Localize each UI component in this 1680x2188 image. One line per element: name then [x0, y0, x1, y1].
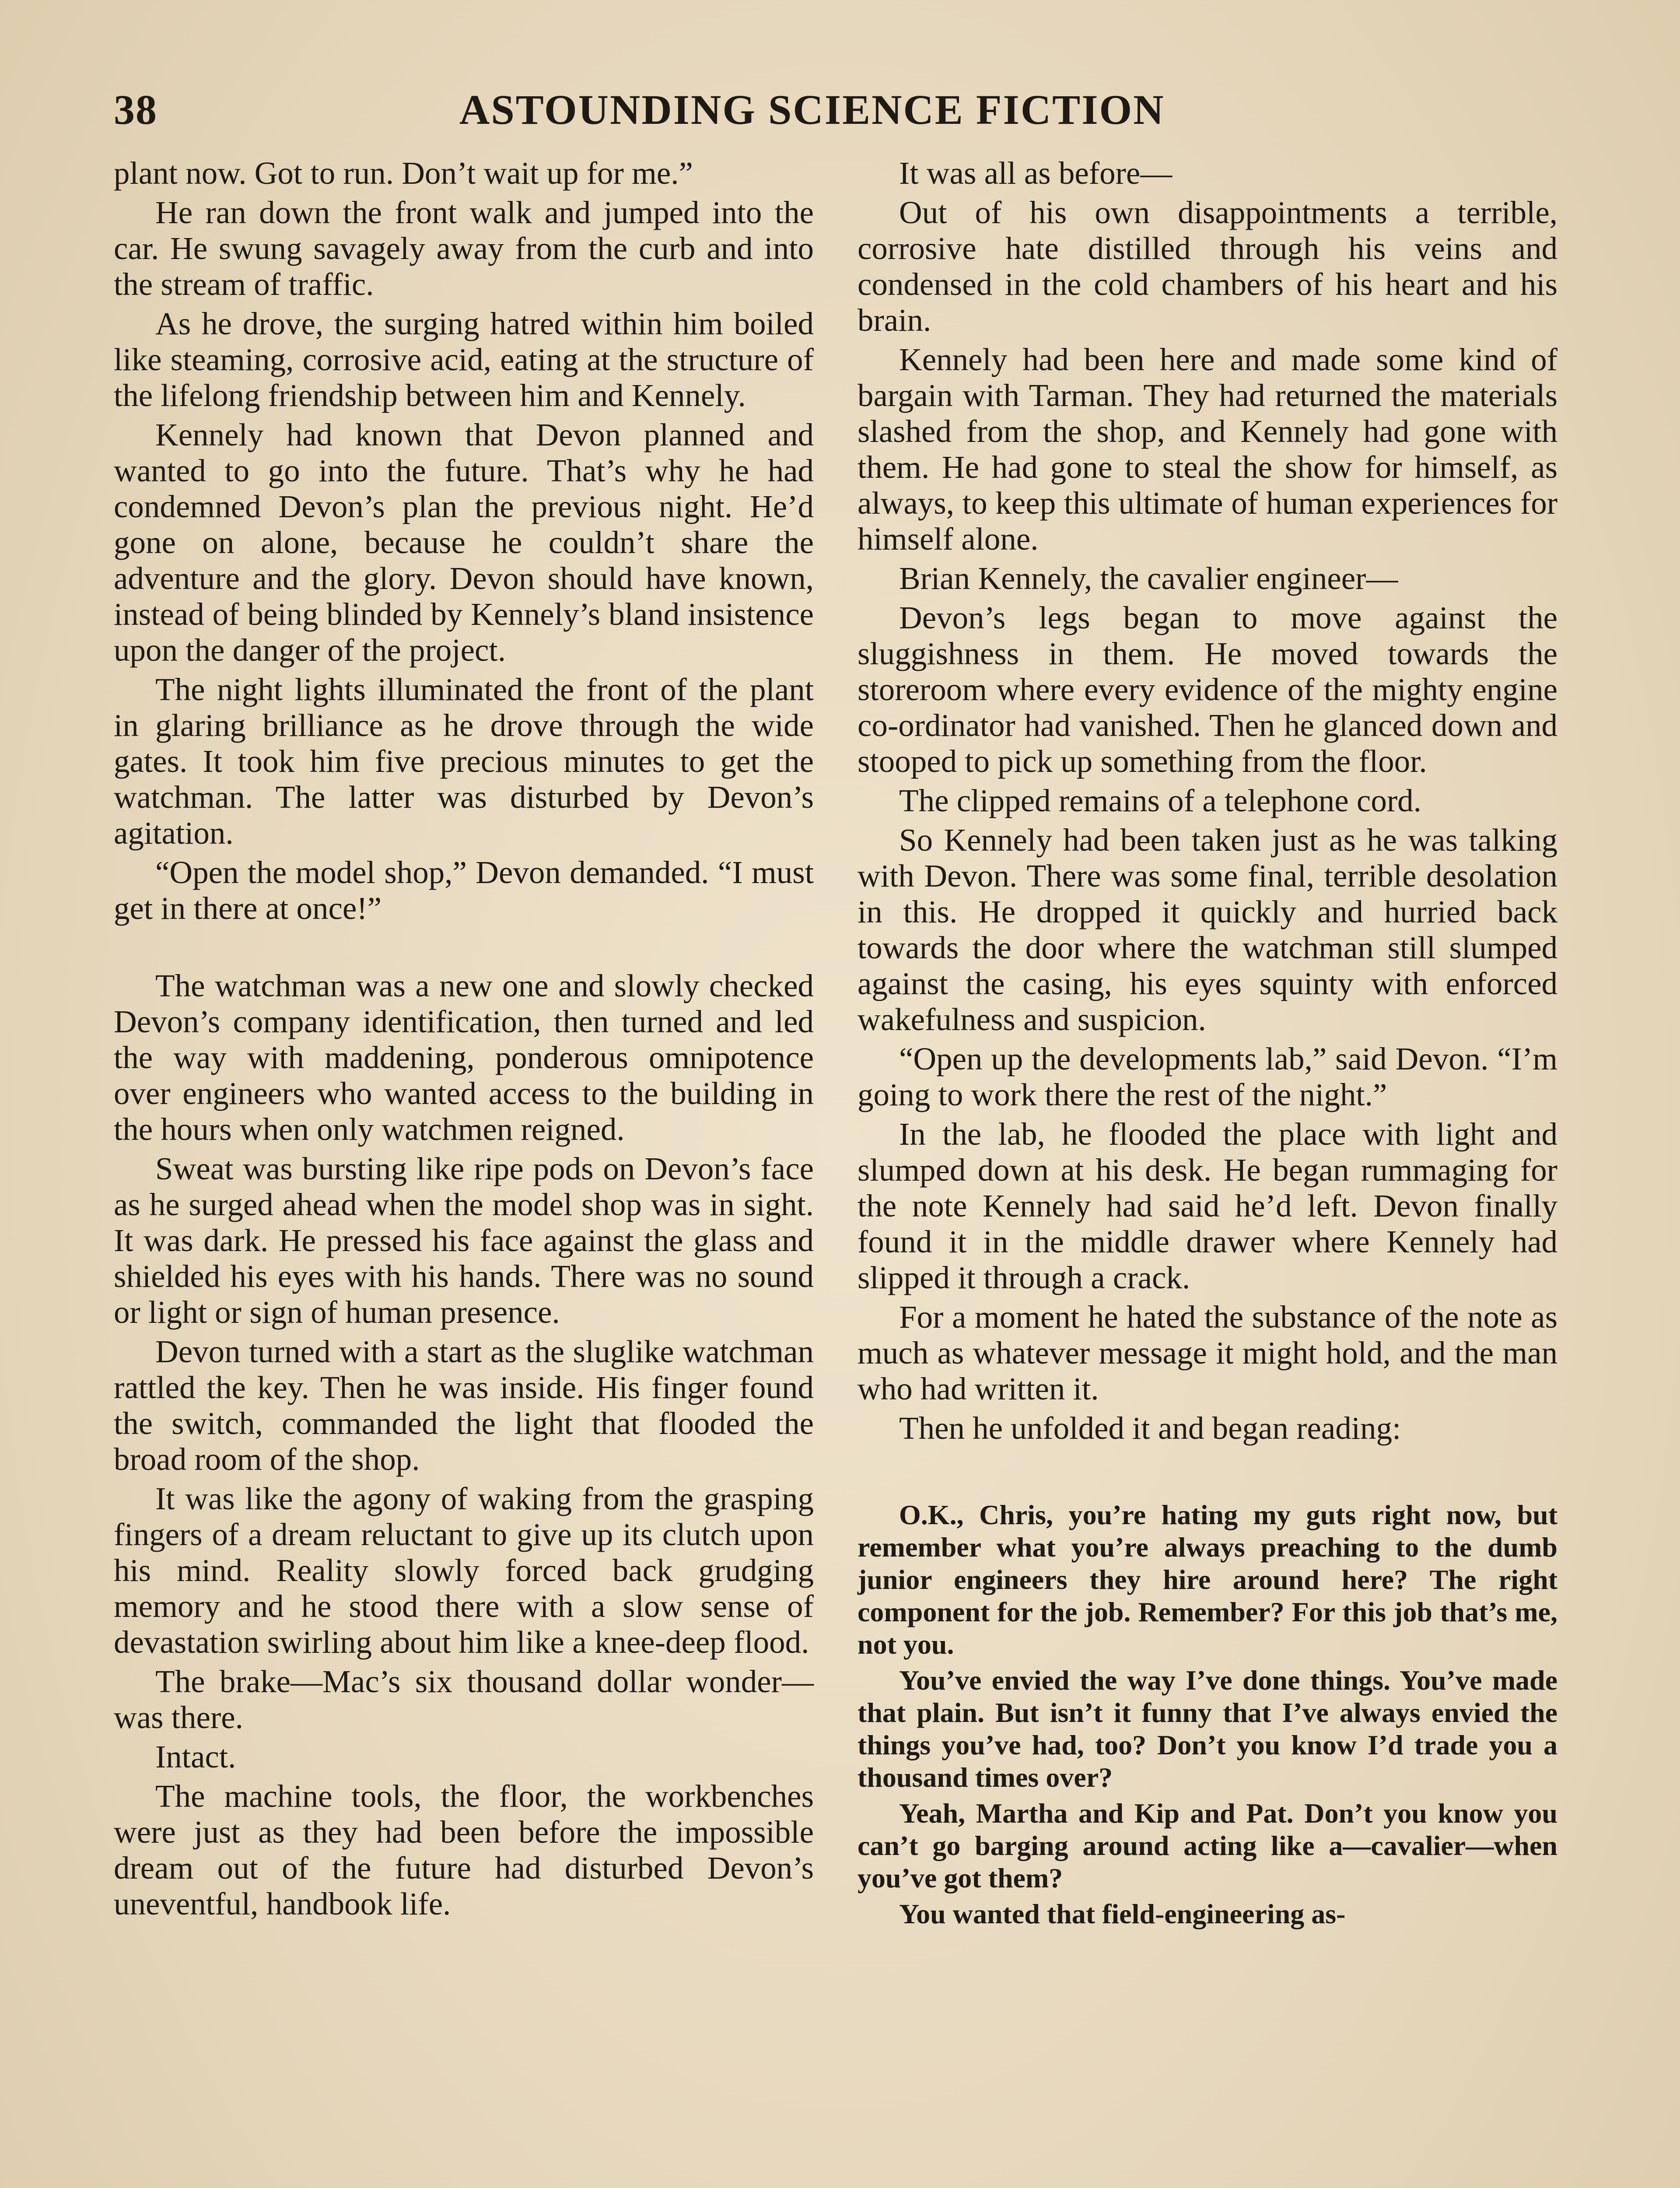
paragraph: Devon turned with a start as the sluglike watchman rattled the key. Then he was inside. His finger found the switch, commanded the light that flooded the broad room of the shop. — [114, 1334, 814, 1477]
letter-paragraph: O.K., Chris, you’re hating my guts right now, but remember what you’re always preaching to the dumb junior engineers they hire around here? The right component for the job. Remember? For this job that’s me, not you. — [858, 1499, 1558, 1660]
paragraph: Intact. — [155, 1739, 236, 1774]
left-column — [114, 155, 814, 1925]
paragraph: It was like the agony of waking from the grasping fingers of a dream reluctant to give up its clutch upon his mind. Reality slowly forced back grudging memory and he stood there with a slow sense of devastation swirling about him like a knee-deep flood. — [114, 1481, 814, 1660]
paragraph: The watchman was a new one and slowly checked Devon’s company identification, then turned and led the way with maddening, ponderous omnipotence over engineers who wanted access to the building in the hours when only watchmen reigned. — [114, 968, 814, 1147]
paragraph: Then he unfolded it and began reading: — [899, 1410, 1401, 1446]
paragraph: Kennely had known that Devon planned and wanted to go into the future. That’s why he had condemned Devon’s plan the previous night. He’d gone on alone, because he couldn’t share the adventure and the glory. Devon should have known, instead of being blinded by Kennely’s bland insistence upon the danger of the project. — [114, 417, 814, 668]
paragraph: Kennely had been here and made some kind of bargain with Tarman. They had returned the materials slashed from the shop, and Kennely had gone with them. He had gone to steal the show for himself, as always, to keep this ultimate of human experiences for himself alone. — [858, 342, 1558, 557]
letter-paragraph: Yeah, Martha and Kip and Pat. Don’t you know you can’t go barging around acting like a—cavalier—when you’ve got them? — [858, 1798, 1558, 1893]
paragraph: It was all as before— — [899, 155, 1172, 191]
running-title: ASTOUNDING SCIENCE FICTION — [459, 86, 1165, 133]
page-header — [114, 77, 1566, 142]
paragraph: Devon’s legs began to move against the sluggishness in them. He moved towards the storeroom where every evidence of the mighty engine co-ordinator had vanished. Then he glanced down and stooped to pick up something from the floor. — [858, 600, 1558, 779]
paragraph: In the lab, he flooded the place with light and slumped down at his desk. He began rummaging for the note Kennely had said he’d left. Devon finally found it in the middle drawer where Kennely had slipped it through a crack. — [858, 1116, 1558, 1295]
paragraph: plant now. Got to run. Don’t wait up for me.” — [114, 155, 693, 191]
right-column — [858, 155, 1558, 1934]
paragraph: The night lights illuminated the front of the plant in glaring brilliance as he drove through the wide gates. It took him five precious minutes to get the watchman. The latter was disturbed by Devon’s agitation. — [114, 672, 814, 851]
paragraph: Sweat was bursting like ripe pods on Devon’s face as he surged ahead when the model shop was in sight. It was dark. He pressed his face against the glass and shielded his eyes with his hands. There was no sound or light or sign of human presence. — [114, 1151, 814, 1330]
paragraph: The clipped remains of a telephone cord. — [899, 783, 1421, 818]
page-number: 38 — [114, 86, 158, 133]
paragraph: As he drove, the surging hatred within him boiled like steaming, corrosive acid, eating at the structure of the lifelong friendship between him and Kennely. — [114, 306, 814, 413]
paragraph: So Kennely had been taken just as he was talking with Devon. There was some final, terrible desolation in this. He dropped it quickly and hurried back towards the door where the watchman still slumped against the casing, his eyes squinty with enforced wakefulness and suspicion. — [858, 822, 1558, 1037]
paragraph: Brian Kennely, the cavalier engineer— — [899, 561, 1398, 596]
paragraph: Out of his own disappointments a terrible, corrosive hate distilled through his veins and condensed in the cold chambers of his heart and his brain. — [858, 195, 1558, 338]
paragraph: For a moment he hated the substance of the note as much as whatever message it might hold, and the man who had written it. — [858, 1299, 1558, 1406]
paragraph: “Open up the developments lab,” said Devon. “I’m going to work there the rest of the night.” — [858, 1041, 1558, 1112]
paragraph: He ran down the front walk and jumped into the car. He swung savagely away from the curb and into the stream of traffic. — [114, 195, 814, 302]
paragraph: The brake—Mac’s six thousand dollar wonder—was there. — [114, 1664, 814, 1735]
paragraph: The machine tools, the floor, the workbenches were just as they had been before the impossible dream out of the future had disturbed Devon’s uneventful, handbook life. — [114, 1778, 814, 1922]
letter-paragraph: You wanted that field-engineering as- — [899, 1898, 1346, 1929]
paragraph: “Open the model shop,” Devon demanded. “I must get in there at once!” — [114, 855, 814, 926]
letter-paragraph: You’ve envied the way I’ve done things. You’ve made that plain. But isn’t it funny that I’ve always envied the things you’ve had, too? Don’t you know I’d trade you a thousand times over? — [858, 1665, 1558, 1793]
